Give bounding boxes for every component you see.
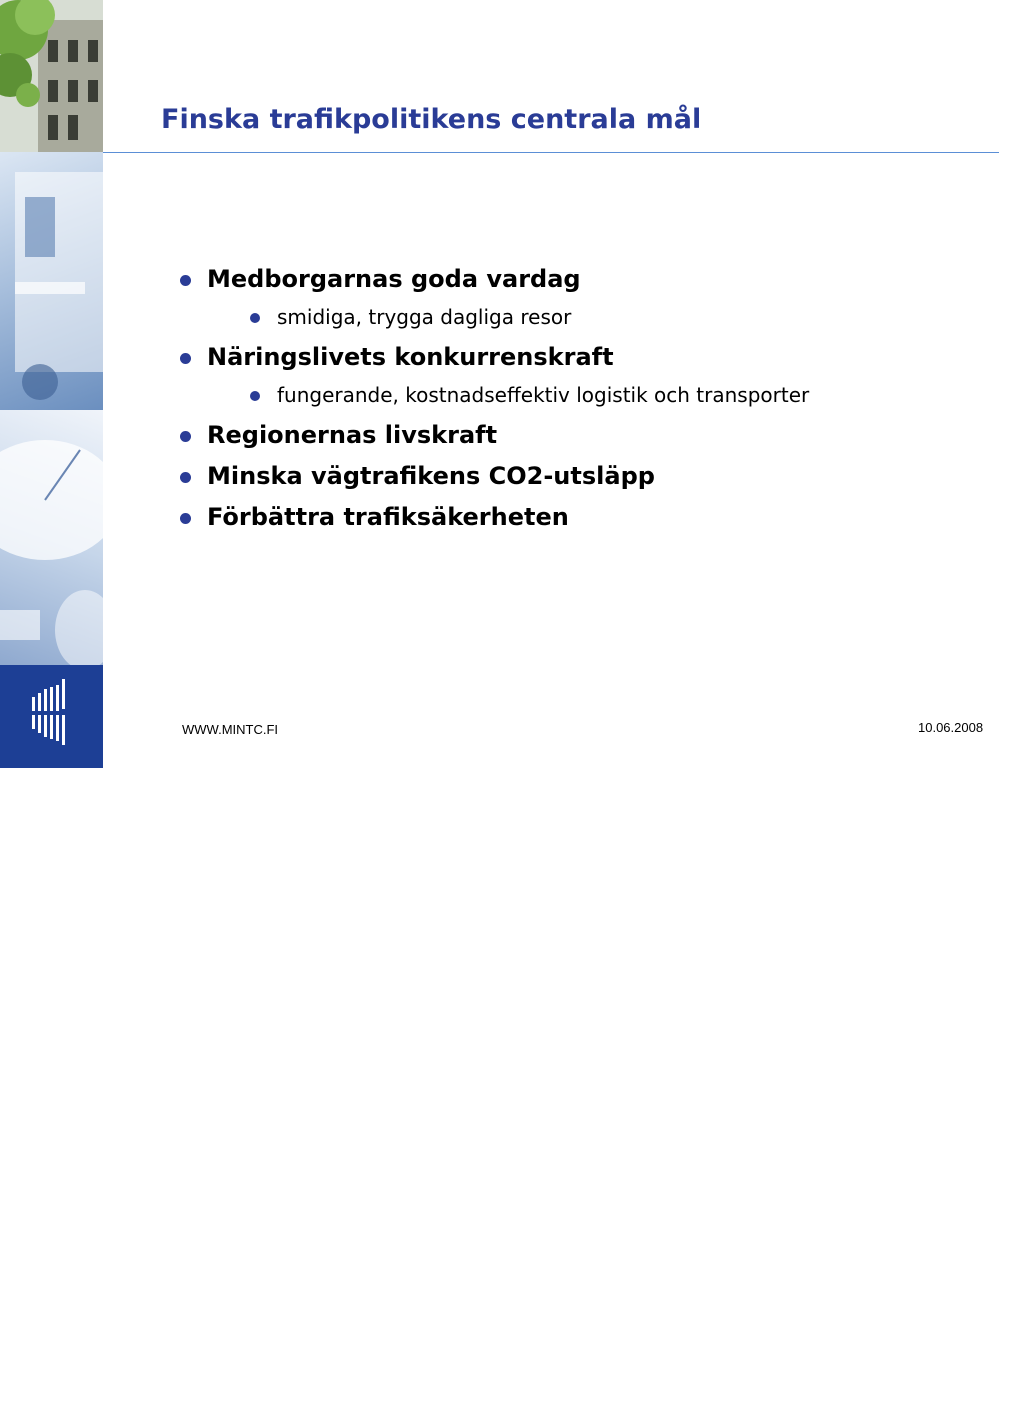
truck-photo: [0, 152, 103, 410]
ministry-logo-icon: [0, 665, 103, 768]
bullet-text: Medborgarnas goda vardag: [207, 265, 581, 293]
bullet-text: Regionernas livskraft: [207, 421, 498, 449]
bullet-text: fungerande, kostnadseffektiv logistik och transporter: [277, 383, 810, 407]
bullet-item: [207, 421, 497, 449]
bullet-dot-icon: [250, 313, 260, 323]
bullet-text: Minska vägtrafikens CO2-utsläpp: [207, 462, 655, 490]
bullet-dot-icon: [180, 353, 191, 364]
satellite-dish-photo: [0, 410, 103, 665]
building-photo: [0, 0, 103, 152]
bullet-dot-icon: [180, 275, 191, 286]
building-illustration: [0, 0, 103, 152]
bullet-item: [207, 265, 581, 293]
logo-block: [0, 665, 103, 1424]
bullet-text: smidiga, trygga dagliga resor: [277, 305, 572, 329]
bullet-item: [207, 462, 655, 490]
bullet-text: Förbättra trafiksäkerheten: [207, 503, 569, 531]
satellite-dish-illustration: [0, 410, 103, 665]
footer-date: 10.06.2008: [918, 720, 984, 735]
bullet-dot-icon: [180, 472, 191, 483]
truck-illustration: [0, 152, 103, 410]
title-divider: [103, 152, 999, 153]
bullet-item: [207, 503, 569, 531]
sub-bullet-item: [277, 305, 571, 329]
bullet-dot-icon: [250, 391, 260, 401]
page-number: 3: [11, 1410, 18, 1424]
bullet-dot-icon: [180, 431, 191, 442]
footer-url: WWW.MINTC.FI: [182, 722, 279, 737]
side-photo-strip: [0, 0, 103, 1424]
slide-title: Finska trafikpolitikens centrala mål: [161, 104, 702, 135]
bullet-dot-icon: [180, 513, 191, 524]
bullet-item: [207, 343, 614, 371]
bullet-text: Näringslivets konkurrenskraft: [207, 343, 614, 371]
sub-bullet-item: [277, 383, 809, 407]
